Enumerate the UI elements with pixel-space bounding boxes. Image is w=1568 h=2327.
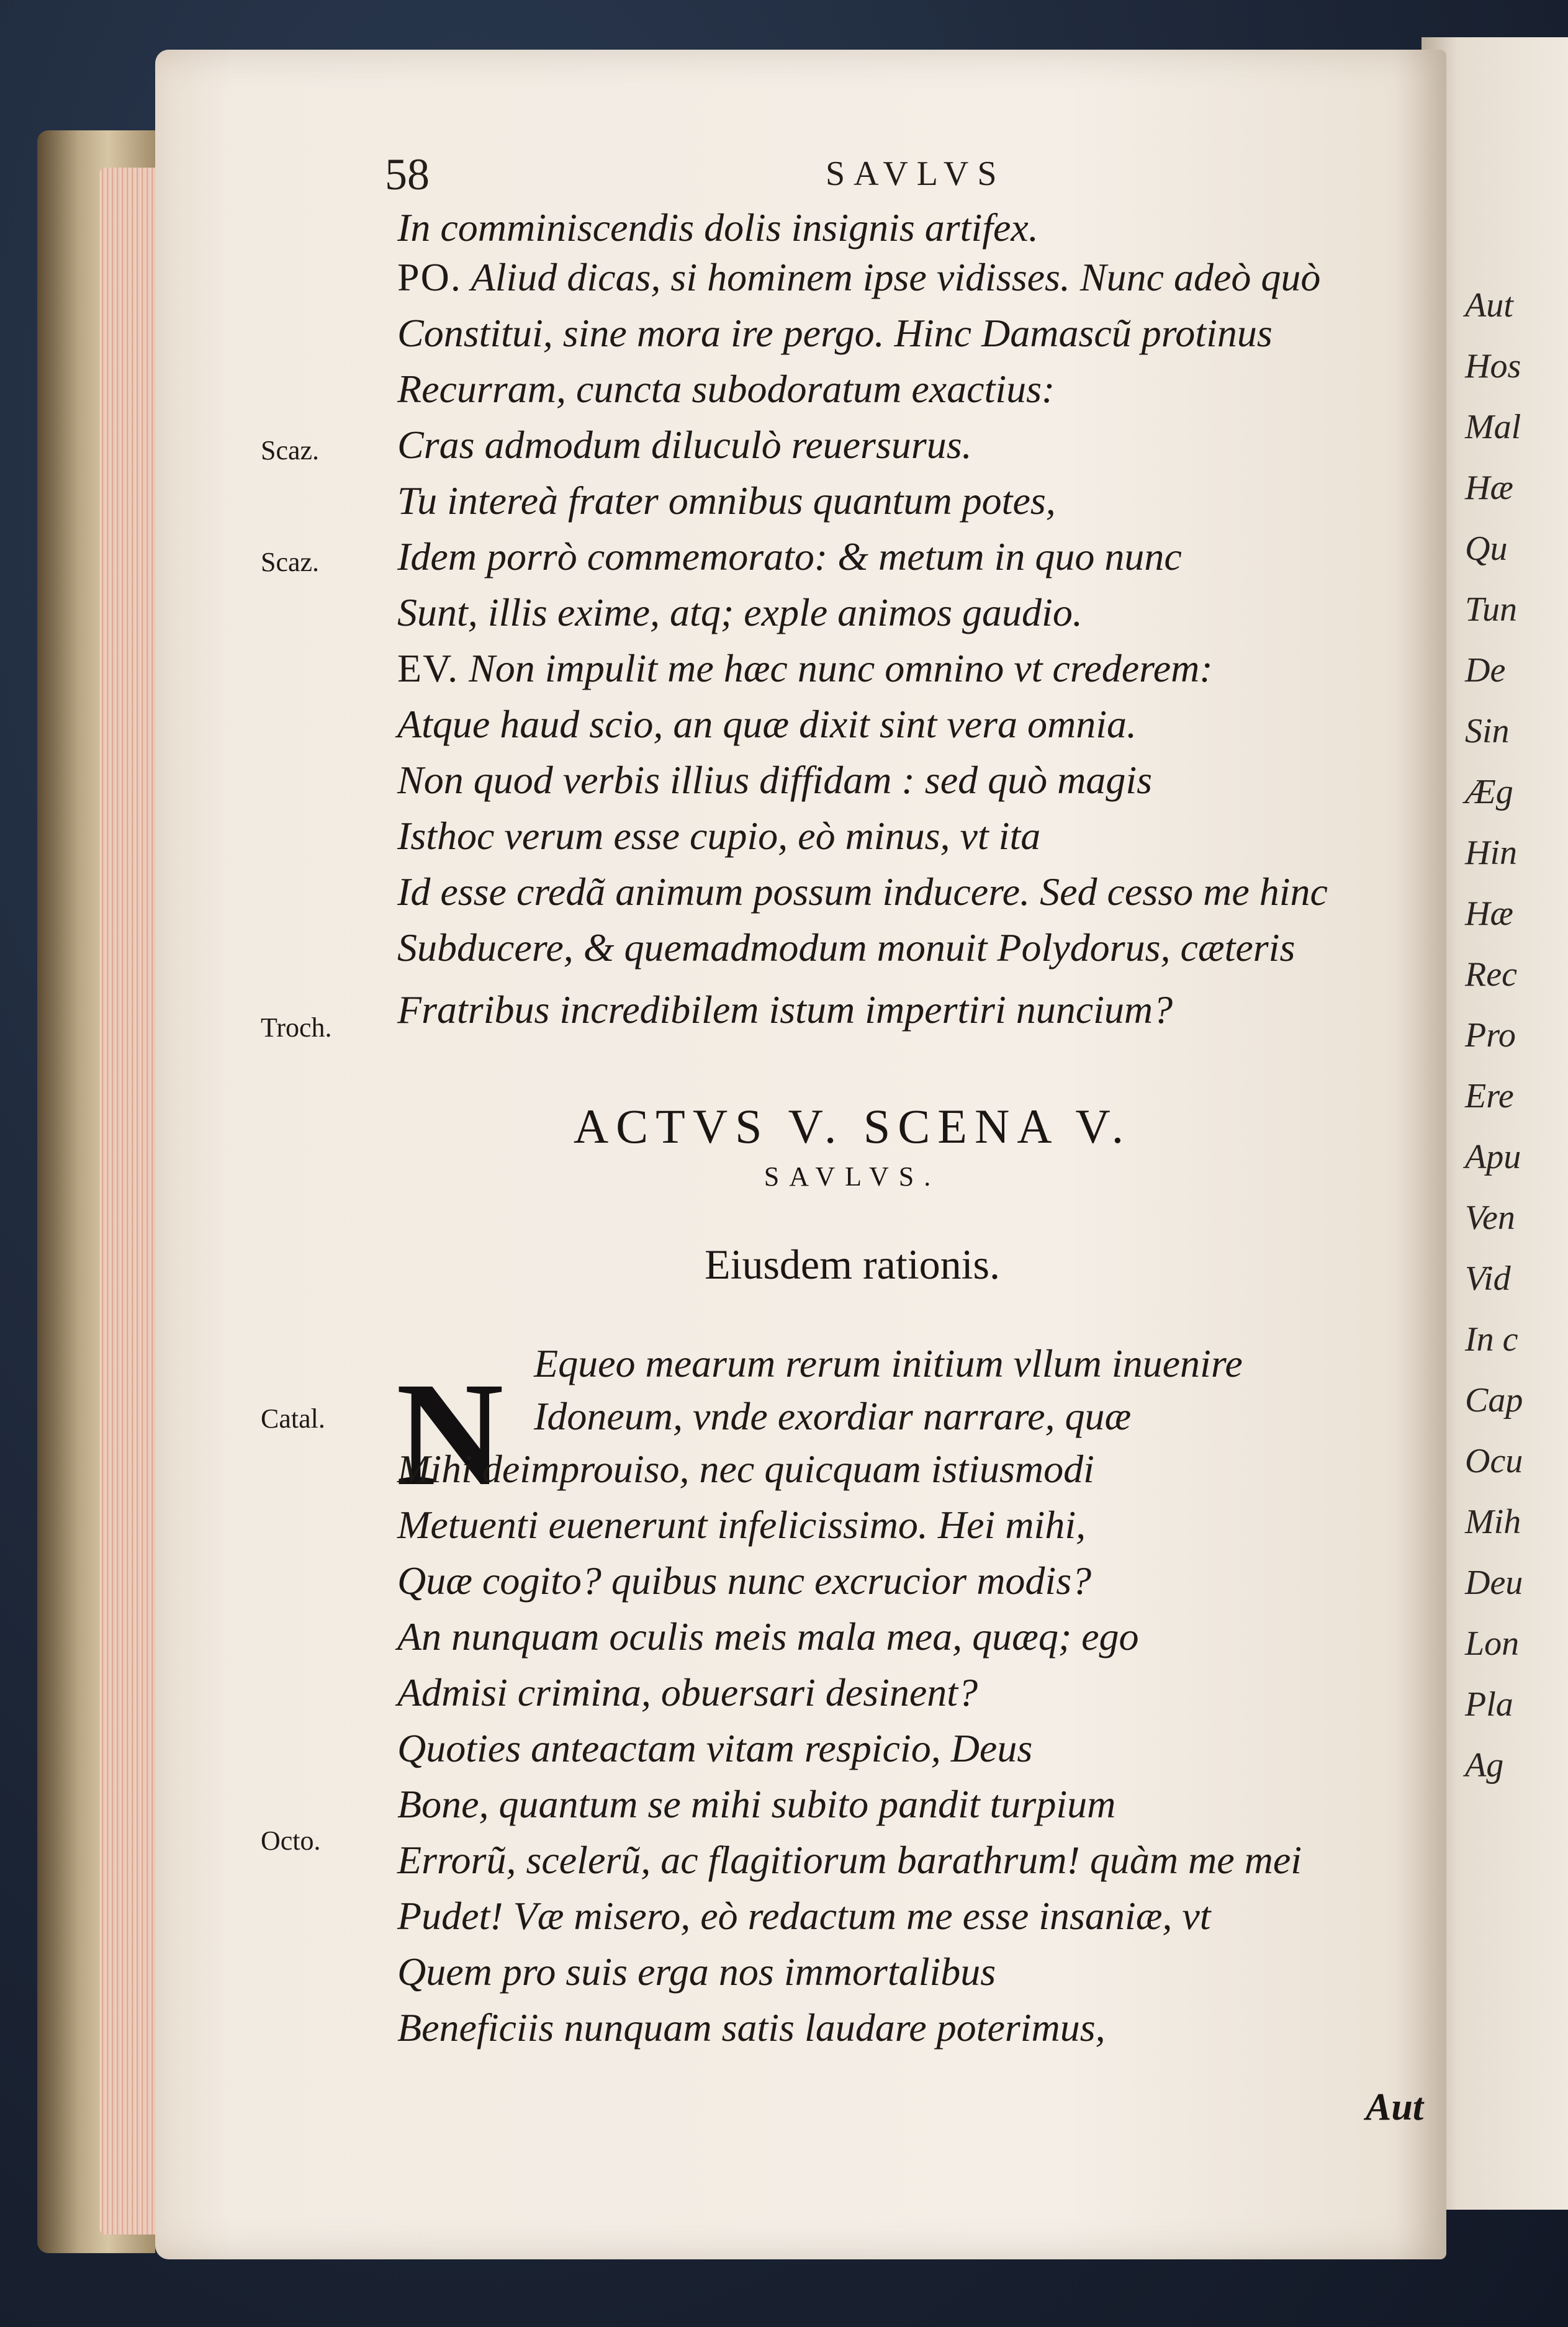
- running-title: SAVLVS: [826, 155, 1006, 193]
- facing-page-fragment: Ere: [1465, 1077, 1514, 1115]
- verse-line: Constitui, sine mora ire pergo. Hinc Damascũ protinus: [397, 311, 1273, 355]
- verse-line: Recurram, cuncta subodoratum exactius:: [397, 367, 1055, 411]
- facing-page-fragment: Lon: [1465, 1624, 1520, 1663]
- facing-page-fragment: Æg: [1465, 773, 1513, 811]
- facing-page-fragment: Ag: [1465, 1746, 1504, 1785]
- verse-line: Fratribus incredibilem istum impertiri nuncium?: [397, 988, 1173, 1032]
- facing-page-fragment: Pla: [1465, 1685, 1513, 1724]
- margin-note: Troch.: [261, 1012, 332, 1043]
- facing-page-fragment: Aut: [1465, 286, 1513, 325]
- facing-page-fragment: De: [1465, 651, 1506, 690]
- verse-line: Idoneum, vnde exordiar narrare, quæ: [534, 1394, 1132, 1438]
- scene-speaker: SAVLVS.: [764, 1161, 941, 1192]
- facing-page-fragment: Mih: [1465, 1503, 1521, 1541]
- verse-line: An nunquam oculis meis mala mea, quæq; ego: [397, 1614, 1139, 1659]
- facing-page-fragment: Tun: [1465, 590, 1518, 629]
- facing-page-fragment: Sin: [1465, 712, 1510, 750]
- facing-page-fragment: Hæ: [1465, 894, 1513, 933]
- margin-note: Scaz.: [261, 435, 320, 466]
- margin-note: Catal.: [261, 1403, 325, 1434]
- facing-page-fragment: Hos: [1465, 347, 1521, 385]
- verse-line: Non quod verbis illius diffidam : sed quò magis: [397, 758, 1152, 802]
- verse-line: Beneficiis nunquam satis laudare poterimus,: [397, 2005, 1106, 2050]
- facing-page-fragment: Pro: [1465, 1016, 1516, 1055]
- facing-page-fragment: Vid: [1465, 1259, 1511, 1298]
- facing-page-fragment: Qu: [1465, 529, 1508, 568]
- verse-line: Equeo mearum rerum initium vllum inuenire: [534, 1341, 1243, 1385]
- verse-line: PO. Aliud dicas, si hominem ipse vidisses. Nunc adeò quò: [397, 255, 1321, 299]
- meter-title: Eiusdem rationis.: [705, 1241, 1000, 1288]
- facing-page-fragment: Rec: [1465, 955, 1517, 994]
- catchword: Aut: [1366, 2086, 1424, 2128]
- verse-line: Mihi deimprouiso, nec quicquam istiusmodi: [397, 1447, 1094, 1491]
- verse-line: Id esse credã animum possum inducere. Sed cesso me hinc: [397, 870, 1328, 914]
- margin-note: Scaz.: [261, 547, 320, 577]
- drop-cap: N: [396, 1351, 504, 1516]
- verse-line: In comminiscendis dolis insignis artifex.: [397, 205, 1039, 250]
- verse-line: Errorũ, scelerũ, ac flagitiorum barathrum! quàm me mei: [397, 1838, 1302, 1882]
- verse-line: Subducere, & quemadmodum monuit Polydorus, cæteris: [397, 925, 1295, 970]
- facing-page-fragment: Hin: [1465, 834, 1517, 872]
- facing-page-fragment: Ven: [1465, 1199, 1515, 1237]
- verse-line: Quoties anteactam vitam respicio, Deus: [397, 1726, 1033, 1770]
- margin-note: Octo.: [261, 1825, 321, 1856]
- page-header: [385, 149, 1378, 205]
- verse-line: Atque haud scio, an quæ dixit sint vera omnia.: [397, 702, 1137, 746]
- verse-line: Tu intereà frater omnibus quantum potes,: [397, 479, 1056, 523]
- verse-line: Cras admodum diluculò reuersurus.: [397, 423, 972, 467]
- verse-line: Bone, quantum se mihi subito pandit turpium: [397, 1782, 1116, 1826]
- verse-line: Quem pro suis erga nos immortalibus: [397, 1950, 996, 1994]
- facing-page-fragment: Mal: [1465, 408, 1521, 446]
- verse-line: Idem porrò commemorato: & metum in quo nunc: [397, 534, 1182, 578]
- verse-line: Quæ cogito? quibus nunc excrucior modis?: [397, 1559, 1092, 1603]
- facing-page-fragment: In c: [1465, 1320, 1518, 1359]
- verse-line: EV. Non impulit me hæc nunc omnino vt crederem:: [397, 646, 1213, 690]
- verse-line: Pudet! Væ misero, eò redactum me esse insaniæ, vt: [397, 1894, 1211, 1938]
- facing-page-fragment: Apu: [1465, 1138, 1521, 1176]
- verse-line: Sunt, illis exime, atq; exple animos gaudio.: [397, 590, 1083, 634]
- page-number: 58: [385, 150, 430, 199]
- facing-page-fragment: Deu: [1465, 1564, 1523, 1602]
- verse-line: Metuenti euenerunt infelicissimo. Hei mihi,: [397, 1503, 1086, 1547]
- verse-line: Isthoc verum esse cupio, eò minus, vt ita: [397, 814, 1041, 858]
- facing-page-fragment: Hæ: [1465, 469, 1513, 507]
- verse-line: Admisi crimina, obuersari desinent?: [397, 1670, 978, 1714]
- act-scene-heading: ACTVS V. SCENA V.: [573, 1099, 1132, 1153]
- facing-page-fragment: Cap: [1465, 1381, 1523, 1420]
- facing-page-fragment: Ocu: [1465, 1442, 1523, 1480]
